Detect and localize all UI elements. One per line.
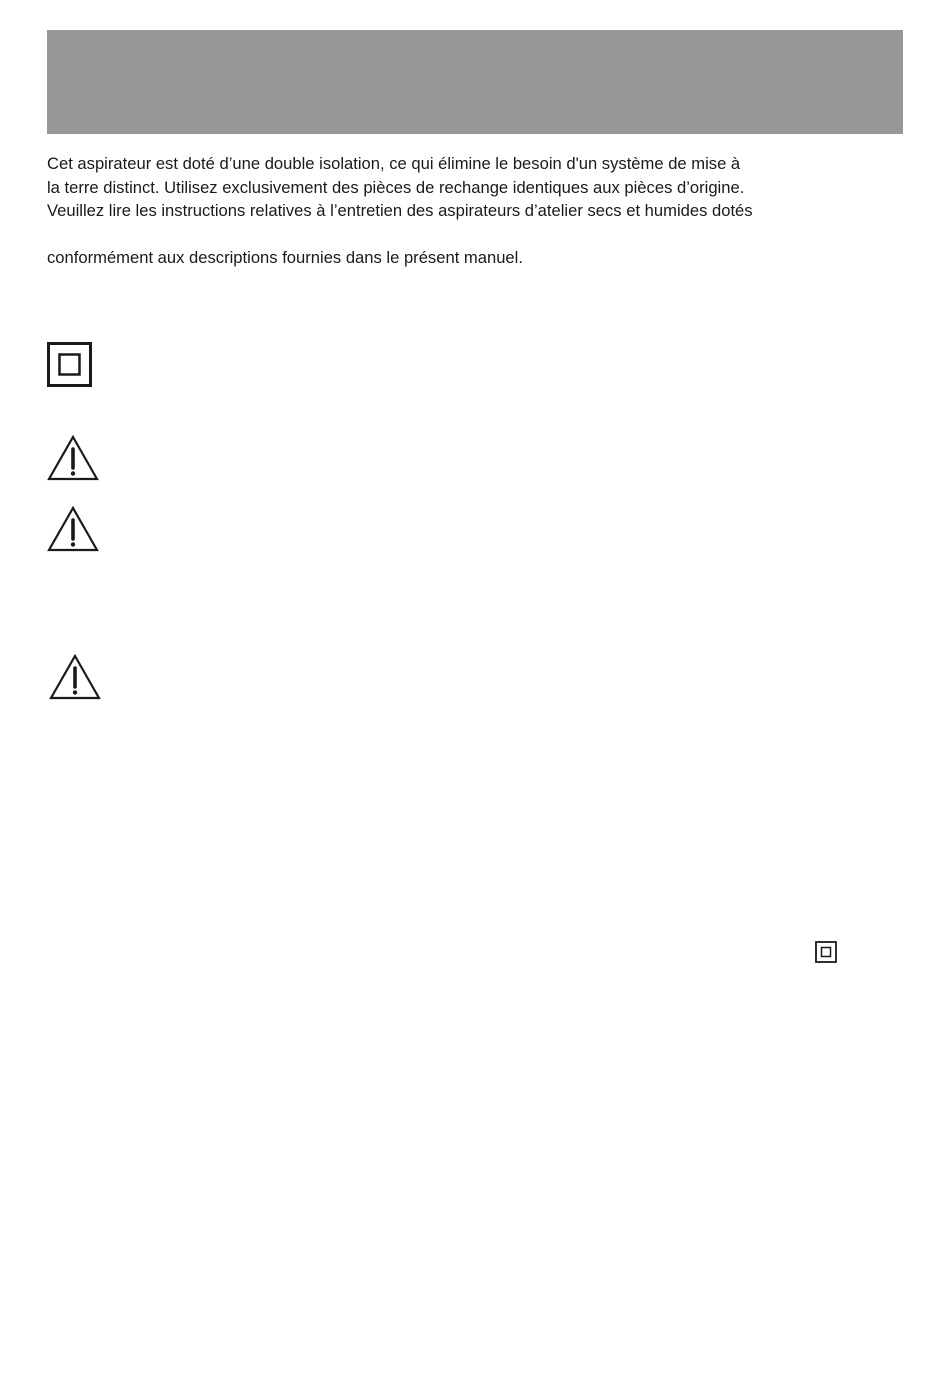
- header-band: [47, 30, 903, 134]
- intro-line: Veuillez lire les instructions relatives à l’entretien des aspirateurs d’atelier secs et humides dotés: [47, 201, 753, 220]
- intro-line: Cet aspirateur est doté d’une double isolation, ce qui élimine le besoin d'un système de mise à: [47, 154, 741, 173]
- warning-triangle-icon: [46, 505, 100, 553]
- warning-triangle-icon: [46, 434, 100, 482]
- double-insulation-icon: [47, 342, 92, 387]
- double-insulation-icon: [815, 941, 837, 963]
- intro-paragraph: [47, 152, 907, 270]
- warning-triangle-icon: [48, 653, 102, 701]
- intro-closing-line: conformément aux descriptions fournies dans le présent manuel.: [47, 248, 523, 267]
- intro-line: la terre distinct. Utilisez exclusivement des pièces de rechange identiques aux pièces d’origine.: [47, 177, 745, 197]
- paragraph-gap: [47, 223, 907, 247]
